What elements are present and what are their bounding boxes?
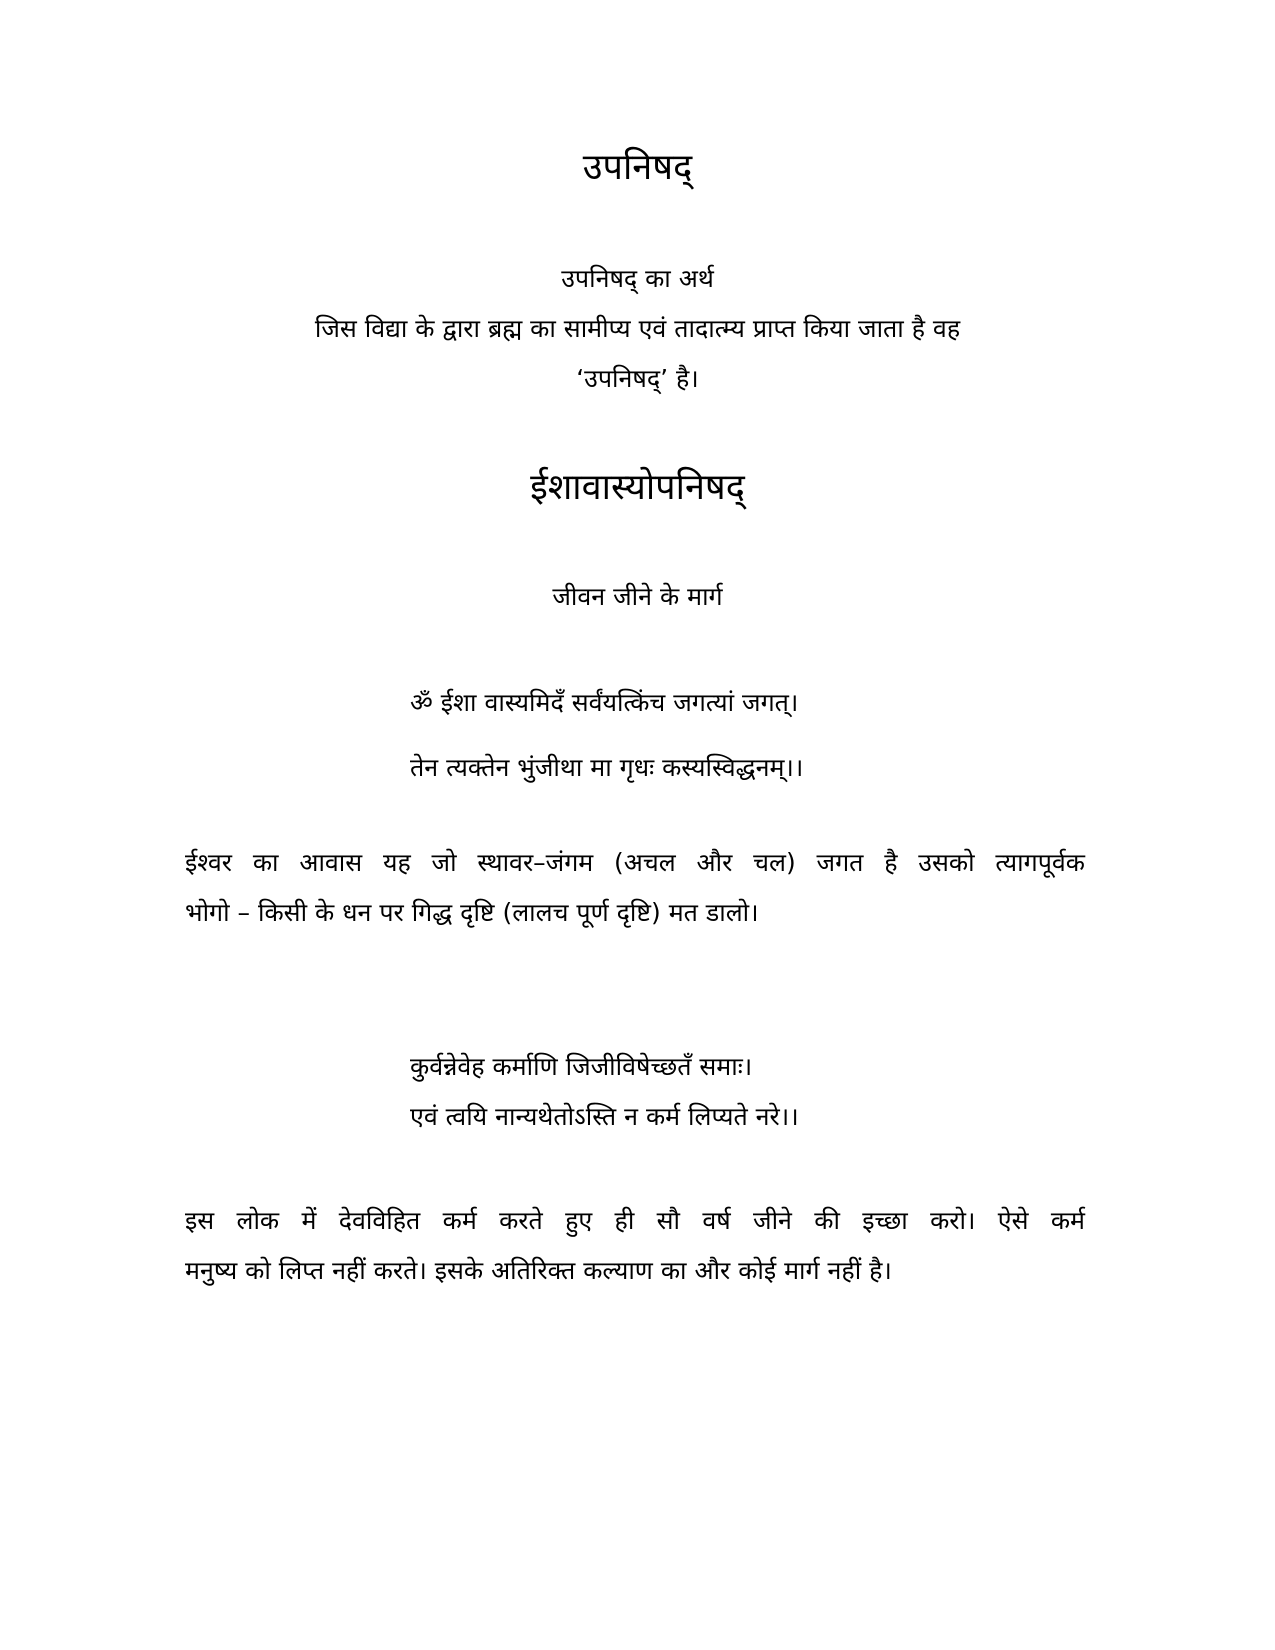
section-subheading: जीवन जीने के मार्ग xyxy=(552,582,723,611)
meaning-heading: उपनिषद् का अर्थ xyxy=(561,264,714,293)
explanation-2-line-2: मनुष्य को लिप्त नहीं करते। इसके अतिरिक्त कल्याण का और कोई मार्ग नहीं है। xyxy=(185,1256,892,1285)
explanation-2-line-1: इस लोक में देवविहित कर्म करते हुए ही सौ वर्ष जीने की इच्छा करो। ऐसे कर्म xyxy=(185,1206,1085,1235)
meaning-line-2: ‘उपनिषद्’ है। xyxy=(576,364,699,393)
explanation-1 xyxy=(185,838,1085,938)
verse-1-line-2: तेन त्यक्तेन भुंजीथा मा गृधः कस्यस्विद्धनम्।। xyxy=(410,753,804,782)
section-title: ईशावास्योपनिषद् xyxy=(530,467,745,508)
explanation-2 xyxy=(185,1196,1085,1296)
verse-1-line-1: ॐ ईशा वास्यमिदँ सर्वंयत्किंच जगत्यां जगत्। xyxy=(410,688,799,717)
meaning-line-1: जिस विद्या के द्वारा ब्रह्म का सामीप्य एवं तादात्म्य प्राप्त किया जाता है वह xyxy=(314,314,961,343)
explanation-1-line-2: भोगो – किसी के धन पर गिद्ध दृष्टि (लालच पूर्ण दृष्टि) मत डालो। xyxy=(185,898,759,927)
verse-2-line-1: कुर्वन्नेवेह कर्माणि जिजीविषेच्छतँ समाः। xyxy=(410,1052,753,1081)
page-title: उपनिषद् xyxy=(582,147,693,188)
explanation-1-line-1: ईश्वर का आवास यह जो स्थावर–जंगम (अचल और चल) जगत है उसको त्यागपूर्वक xyxy=(185,848,1085,877)
verse-2-line-2: एवं त्वयि नान्यथेतोऽस्ति न कर्म लिप्यते नरे।। xyxy=(410,1102,799,1131)
